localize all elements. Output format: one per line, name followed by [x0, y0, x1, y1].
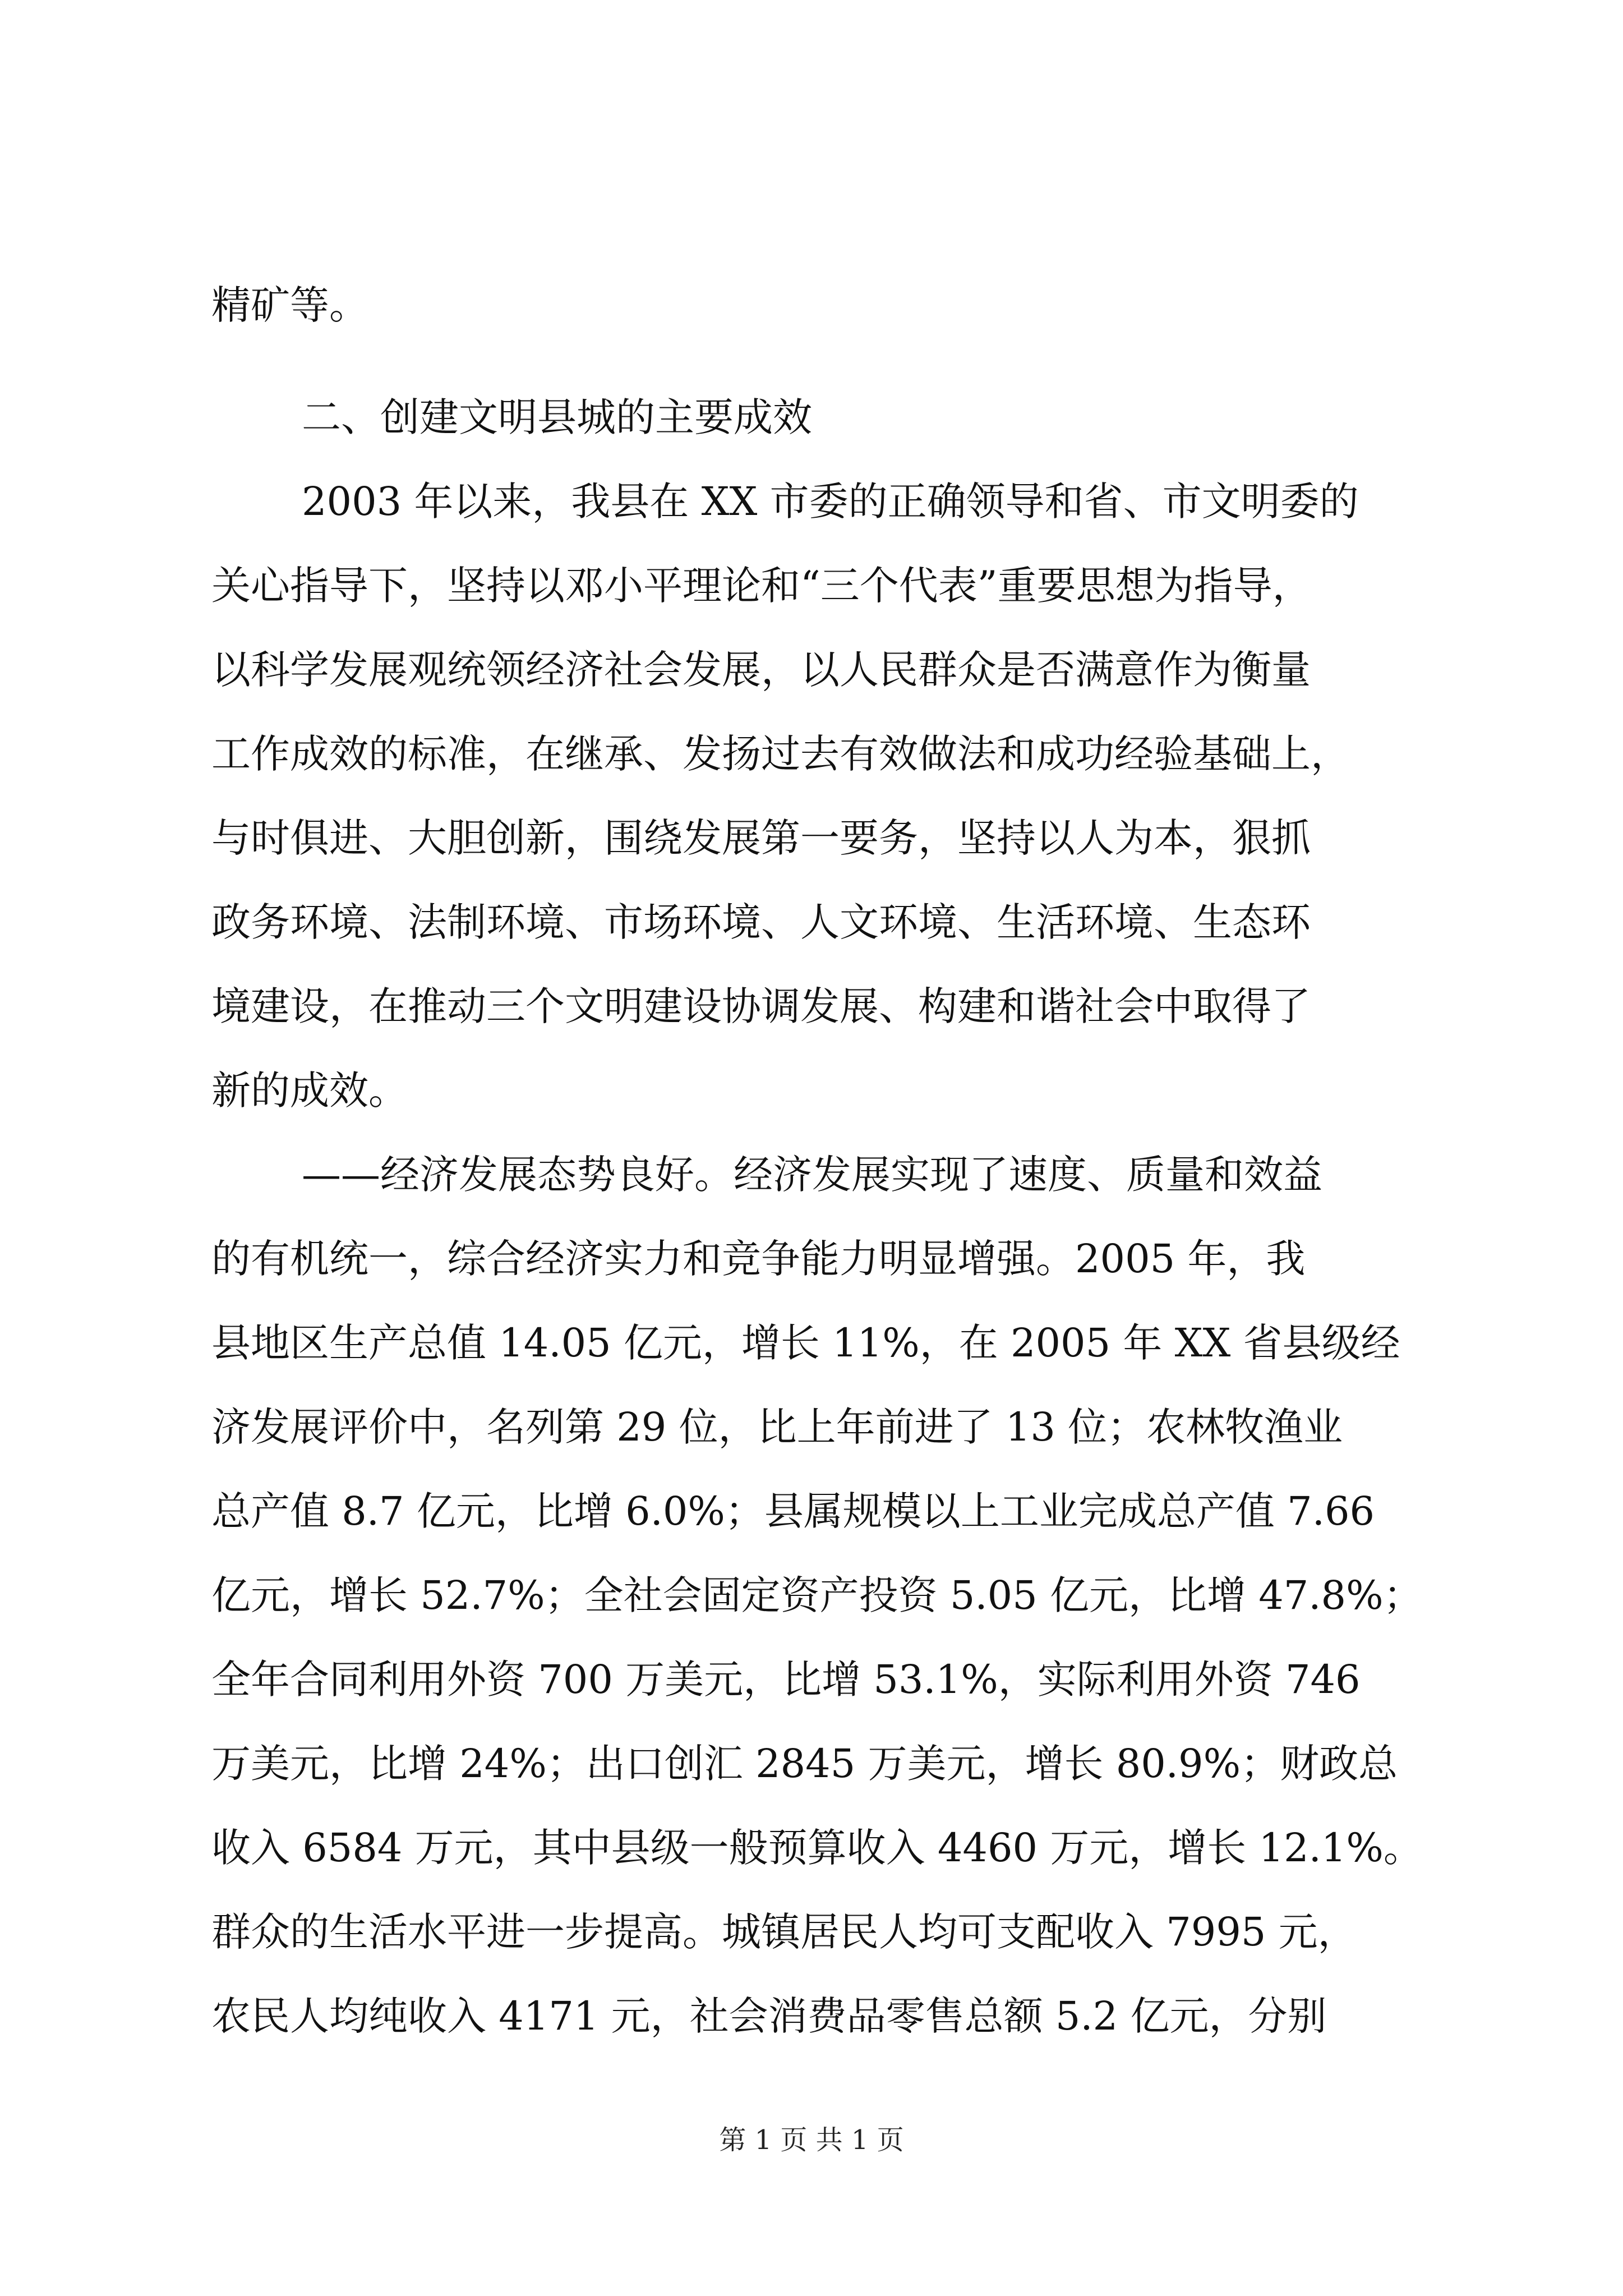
- text-line-21: 农民人均纯收入 4171 元，社会消费品零售总额 5.2 亿元，分别: [211, 1993, 1327, 2039]
- text-line-11: ——经济发展态势良好。经济发展实现了速度、质量和效益: [302, 1152, 1322, 1198]
- text-line-18: 万美元，比增 24%；出口创汇 2845 万美元，增长 80.9%；财政总: [211, 1741, 1398, 1787]
- text-line-20: 群众的生活水平进一步提高。城镇居民人均可支配收入 7995 元，: [211, 1909, 1357, 1955]
- text-line-3: 2003 年以来，我县在 XX 市委的正确领导和省、市文明委的: [302, 478, 1359, 524]
- text-line-12: 的有机统一，综合经济实力和竞争能力明显增强。2005 年，我: [211, 1236, 1306, 1282]
- text-line-8: 政务环境、法制环境、市场环境、人文环境、生活环境、生态环: [211, 899, 1311, 945]
- text-line-9: 境建设，在推动三个文明建设协调发展、构建和谐社会中取得了: [211, 983, 1311, 1029]
- text-line-4: 关心指导下，坚持以邓小平理论和“三个代表”重要思想为指导，: [211, 563, 1312, 609]
- page-footer: 第 1 页 共 1 页: [719, 2124, 904, 2156]
- section-heading: 二、创建文明县城的主要成效: [302, 394, 812, 440]
- text-line-6: 工作成效的标准，在继承、发扬过去有效做法和成功经验基础上，: [211, 731, 1350, 777]
- text-line-1: 精矿等。: [211, 282, 368, 328]
- text-line-10: 新的成效。: [211, 1068, 408, 1114]
- text-line-5: 以科学发展观统领经济社会发展，以人民群众是否满意作为衡量: [211, 647, 1311, 693]
- text-line-17: 全年合同利用外资 700 万美元，比增 53.1%，实际利用外资 746: [211, 1657, 1361, 1703]
- text-line-19: 收入 6584 万元，其中县级一般预算收入 4460 万元，增长 12.1%。: [211, 1825, 1423, 1871]
- text-line-14: 济发展评价中，名列第 29 位，比上年前进了 13 位；农林牧渔业: [211, 1404, 1343, 1450]
- text-line-13: 县地区生产总值 14.05 亿元，增长 11%，在 2005 年 XX 省县级经: [211, 1320, 1400, 1366]
- text-line-7: 与时俱进、大胆创新，围绕发展第一要务，坚持以人为本，狠抓: [211, 815, 1311, 861]
- text-line-16: 亿元，增长 52.7%；全社会固定资产投资 5.05 亿元，比增 47.8%；: [211, 1572, 1423, 1618]
- text-line-15: 总产值 8.7 亿元，比增 6.0%；县属规模以上工业完成总产值 7.66: [211, 1488, 1375, 1534]
